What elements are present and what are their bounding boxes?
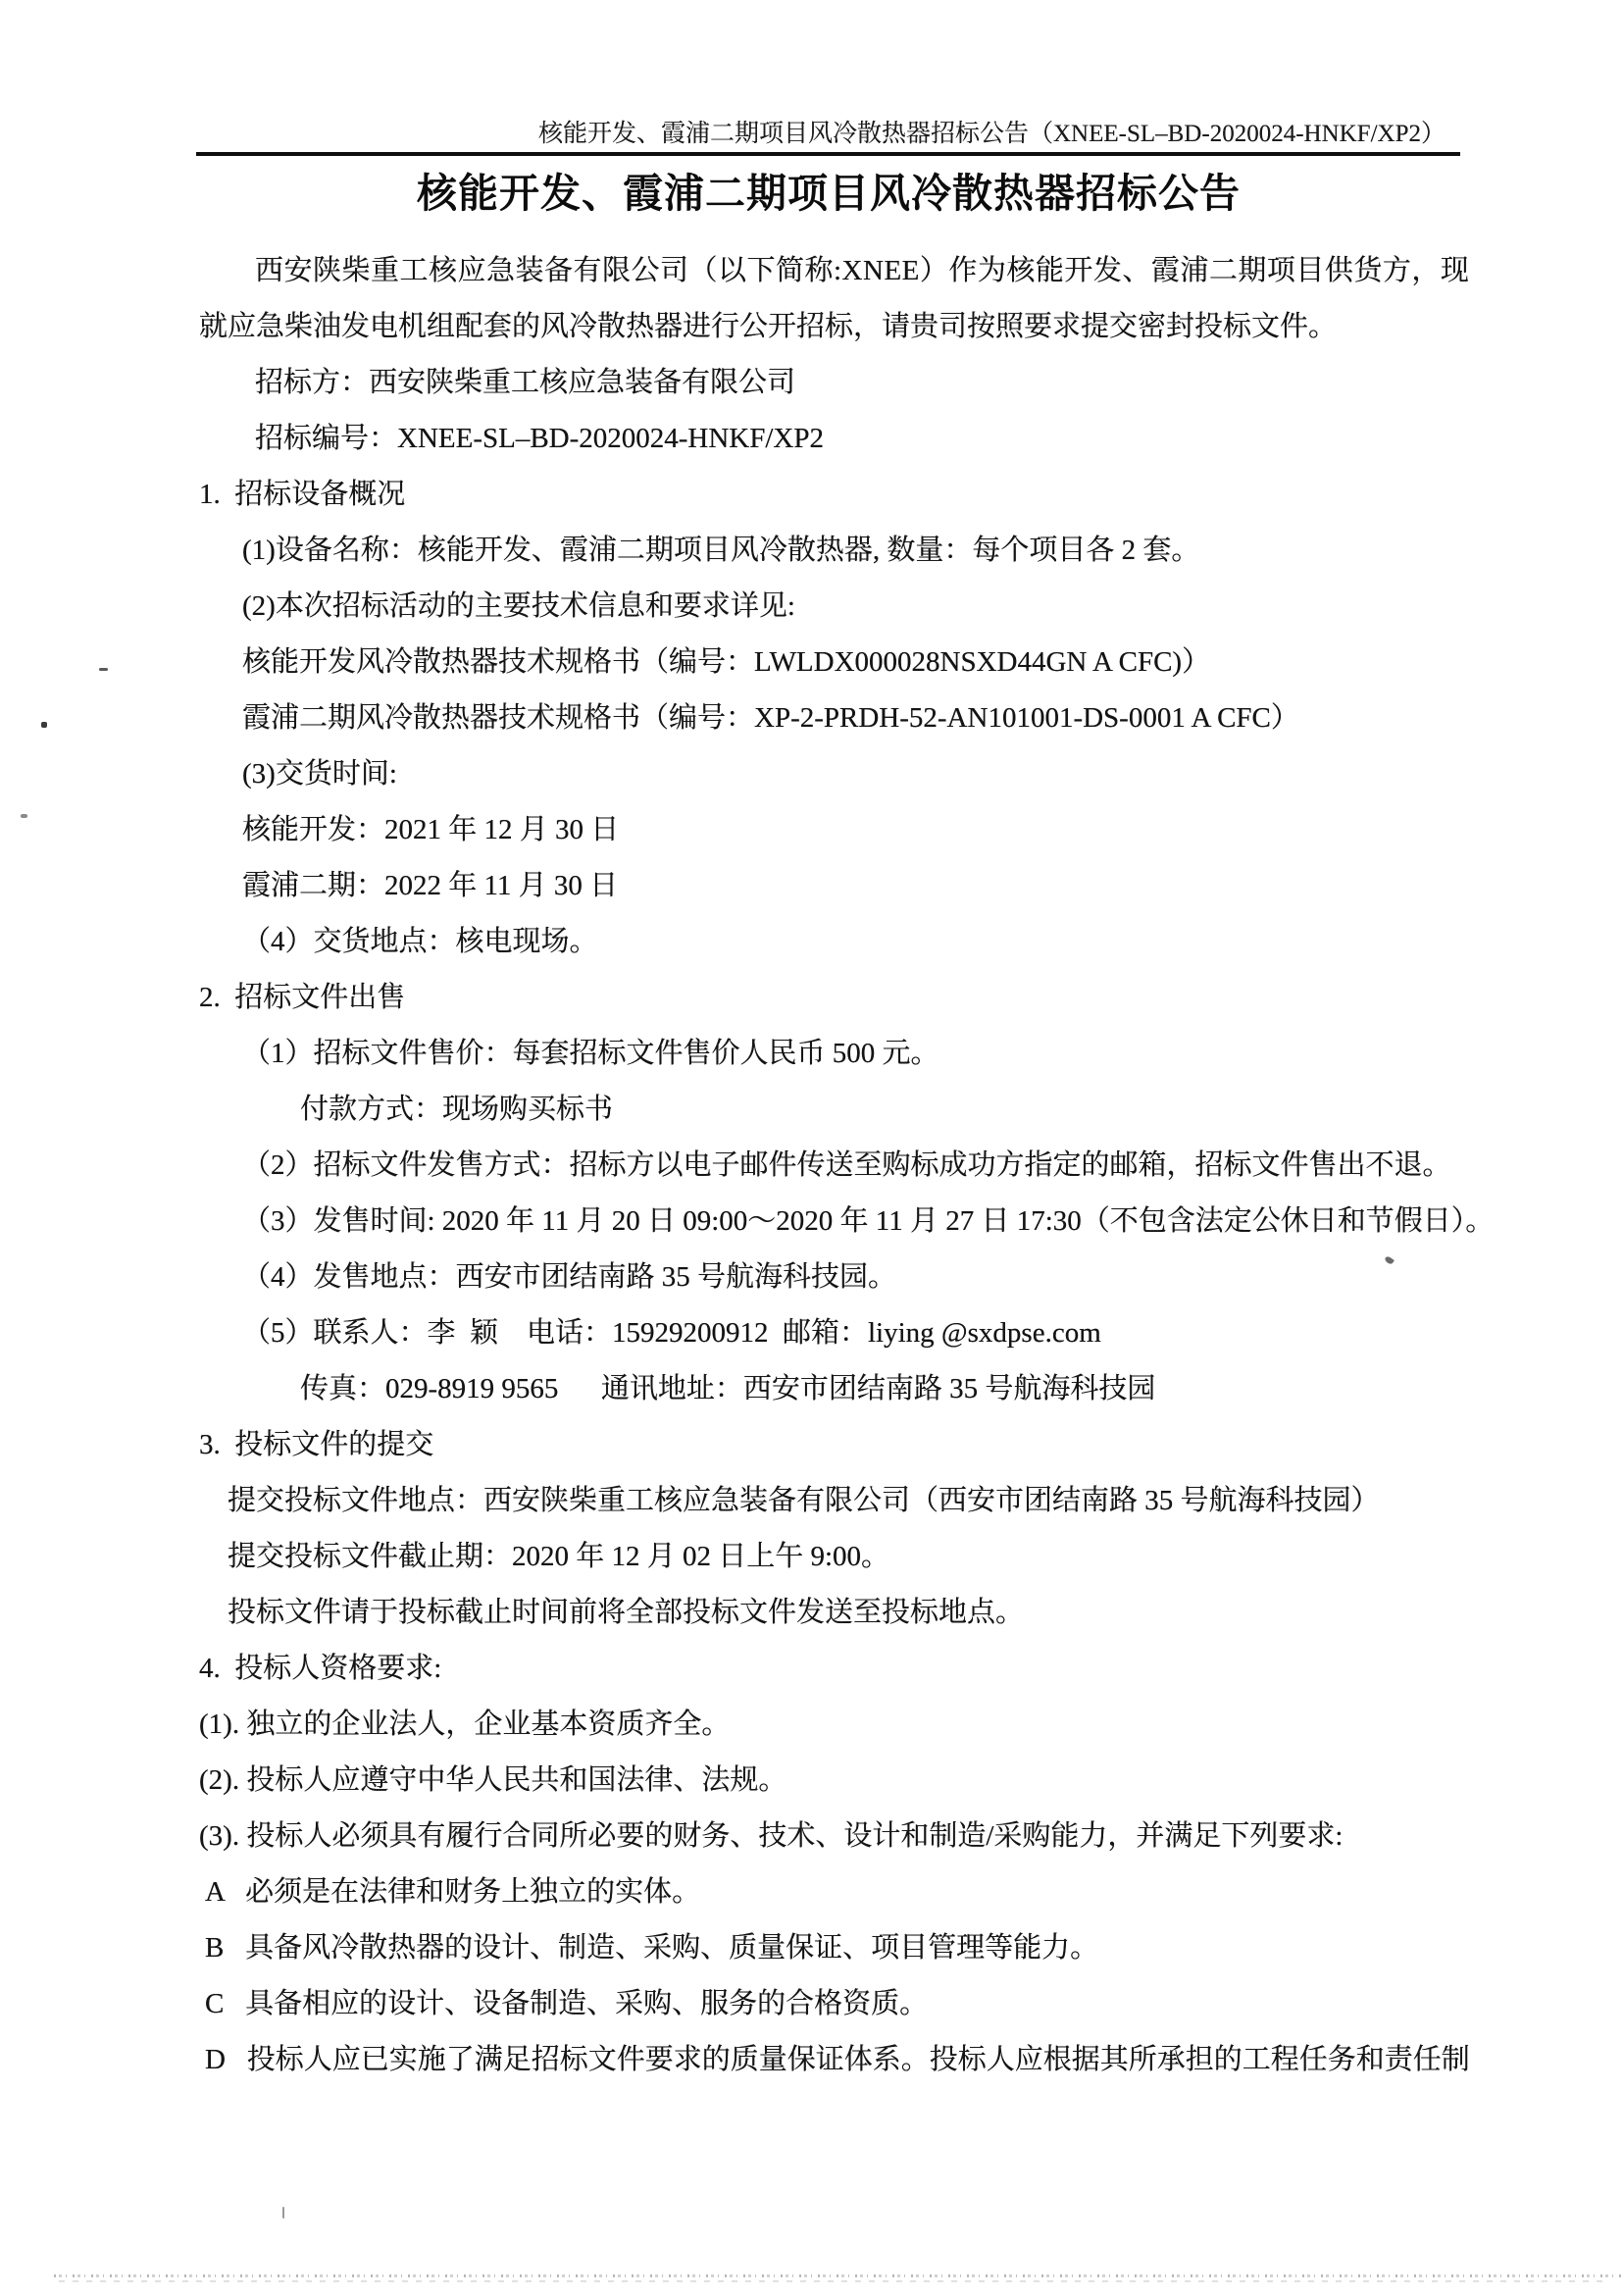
doc-line-6: (1)设备名称：核能开发、霞浦二期项目风冷散热器, 数量：每个项目各 2 套。 <box>242 535 1200 566</box>
doc-line-5: 1. 招标设备概况 <box>199 479 406 510</box>
doc-line-24: 提交投标文件截止期：2020 年 12 月 02 日上午 9:00。 <box>228 1541 890 1572</box>
doc-line-28: (2). 投标人应遵守中华人民共和国法律、法规。 <box>199 1764 787 1796</box>
doc-body <box>0 243 1623 2088</box>
doc-line-29: (3). 投标人必须具有履行合同所必要的财务、技术、设计和制造/采购能力，并满足下列要求: <box>199 1820 1344 1852</box>
doc-line-16: 付款方式：现场购买标书 <box>300 1094 614 1125</box>
doc-line-21: 传真：029-8919 9565 通讯地址：西安市团结南路 35 号航海科技园 <box>300 1373 1156 1404</box>
doc-line-26: 4. 投标人资格要求: <box>199 1653 442 1684</box>
doc-line-3: 招标方：西安陕柴重工核应急装备有限公司 <box>255 367 796 398</box>
doc-line-1: 西安陕柴重工核应急装备有限公司（以下简称:XNEE）作为核能开发、霞浦二期项目供货方，现 <box>255 255 1470 286</box>
doc-line-9: 霞浦二期风冷散热器技术规格书（编号：XP-2-PRDH-52-AN101001-DS-0001 A CFC） <box>242 702 1299 734</box>
doc-line-15: （1）招标文件售价：每套招标文件售价人民币 500 元。 <box>242 1038 939 1069</box>
doc-line-18: （3）发售时间: 2020 年 11 月 20 日 09:00～2020 年 11 月 27 日 17:30（不包含法定公休日和节假日）。 <box>242 1205 1495 1237</box>
page-header-reference: 核能开发、霞浦二期项目风冷散热器招标公告（XNEE-SL–BD-2020024-HNKF/XP2） <box>537 121 1445 147</box>
doc-line-14: 2. 招标文件出售 <box>199 982 406 1013</box>
doc-line-20: （5）联系人：李 颖 电话：15929200912 邮箱：liying @sxdpse.com <box>242 1317 1101 1349</box>
doc-line-10: (3)交货时间: <box>242 758 397 790</box>
doc-line-8: 核能开发风冷散热器技术规格书（编号：LWLDX000028NSXD44GN A CFC)） <box>242 646 1211 678</box>
doc-line-11: 核能开发：2021 年 12 月 30 日 <box>242 814 620 845</box>
footer-scan-noise-line <box>54 2274 1621 2277</box>
doc-line-30: A 必须是在法律和财务上独立的实体。 <box>205 1876 701 1908</box>
doc-line-31: B 具备风冷散热器的设计、制造、采购、质量保证、项目管理等能力。 <box>205 1932 1099 1964</box>
doc-line-22: 3. 投标文件的提交 <box>199 1429 434 1460</box>
doc-line-12: 霞浦二期：2022 年 11 月 30 日 <box>242 870 619 901</box>
doc-line-25: 投标文件请于投标截止时间前将全部投标文件发送至投标地点。 <box>228 1597 1025 1628</box>
scan-speck <box>99 668 108 671</box>
doc-line-19: （4）发售地点：西安市团结南路 35 号航海科技园。 <box>242 1261 897 1293</box>
doc-line-2: 就应急柴油发电机组配套的风冷散热器进行公开招标，请贵司按照要求提交密封投标文件。 <box>199 311 1338 342</box>
doc-title: 核能开发、霞浦二期项目风冷散热器招标公告 <box>417 171 1241 216</box>
scan-speck <box>282 2207 284 2219</box>
doc-line-17: （2）招标文件发售方式：招标方以电子邮件传送至购标成功方指定的邮箱，招标文件售出不退。 <box>242 1149 1451 1181</box>
doc-line-27: (1). 独立的企业法人，企业基本资质齐全。 <box>199 1709 731 1740</box>
doc-line-33: D 投标人应已实施了满足招标文件要求的质量保证体系。投标人应根据其所承担的工程任务和责任制 <box>205 2044 1470 2075</box>
doc-line-23: 提交投标文件地点：西安陕柴重工核应急装备有限公司（西安市团结南路 35 号航海科技园） <box>228 1485 1380 1516</box>
doc-line-13: （4）交货地点：核电现场。 <box>242 926 598 957</box>
doc-line-7: (2)本次招标活动的主要技术信息和要求详见: <box>242 590 795 622</box>
doc-line-32: C 具备相应的设计、设备制造、采购、服务的合格资质。 <box>205 1988 929 2019</box>
scan-speck <box>41 722 47 728</box>
header-rule <box>196 152 1460 156</box>
doc-line-4: 招标编号：XNEE-SL–BD-2020024-HNKF/XP2 <box>255 423 825 454</box>
footer-scan-noise-line-2 <box>59 2280 1603 2282</box>
scan-speck <box>21 814 27 818</box>
